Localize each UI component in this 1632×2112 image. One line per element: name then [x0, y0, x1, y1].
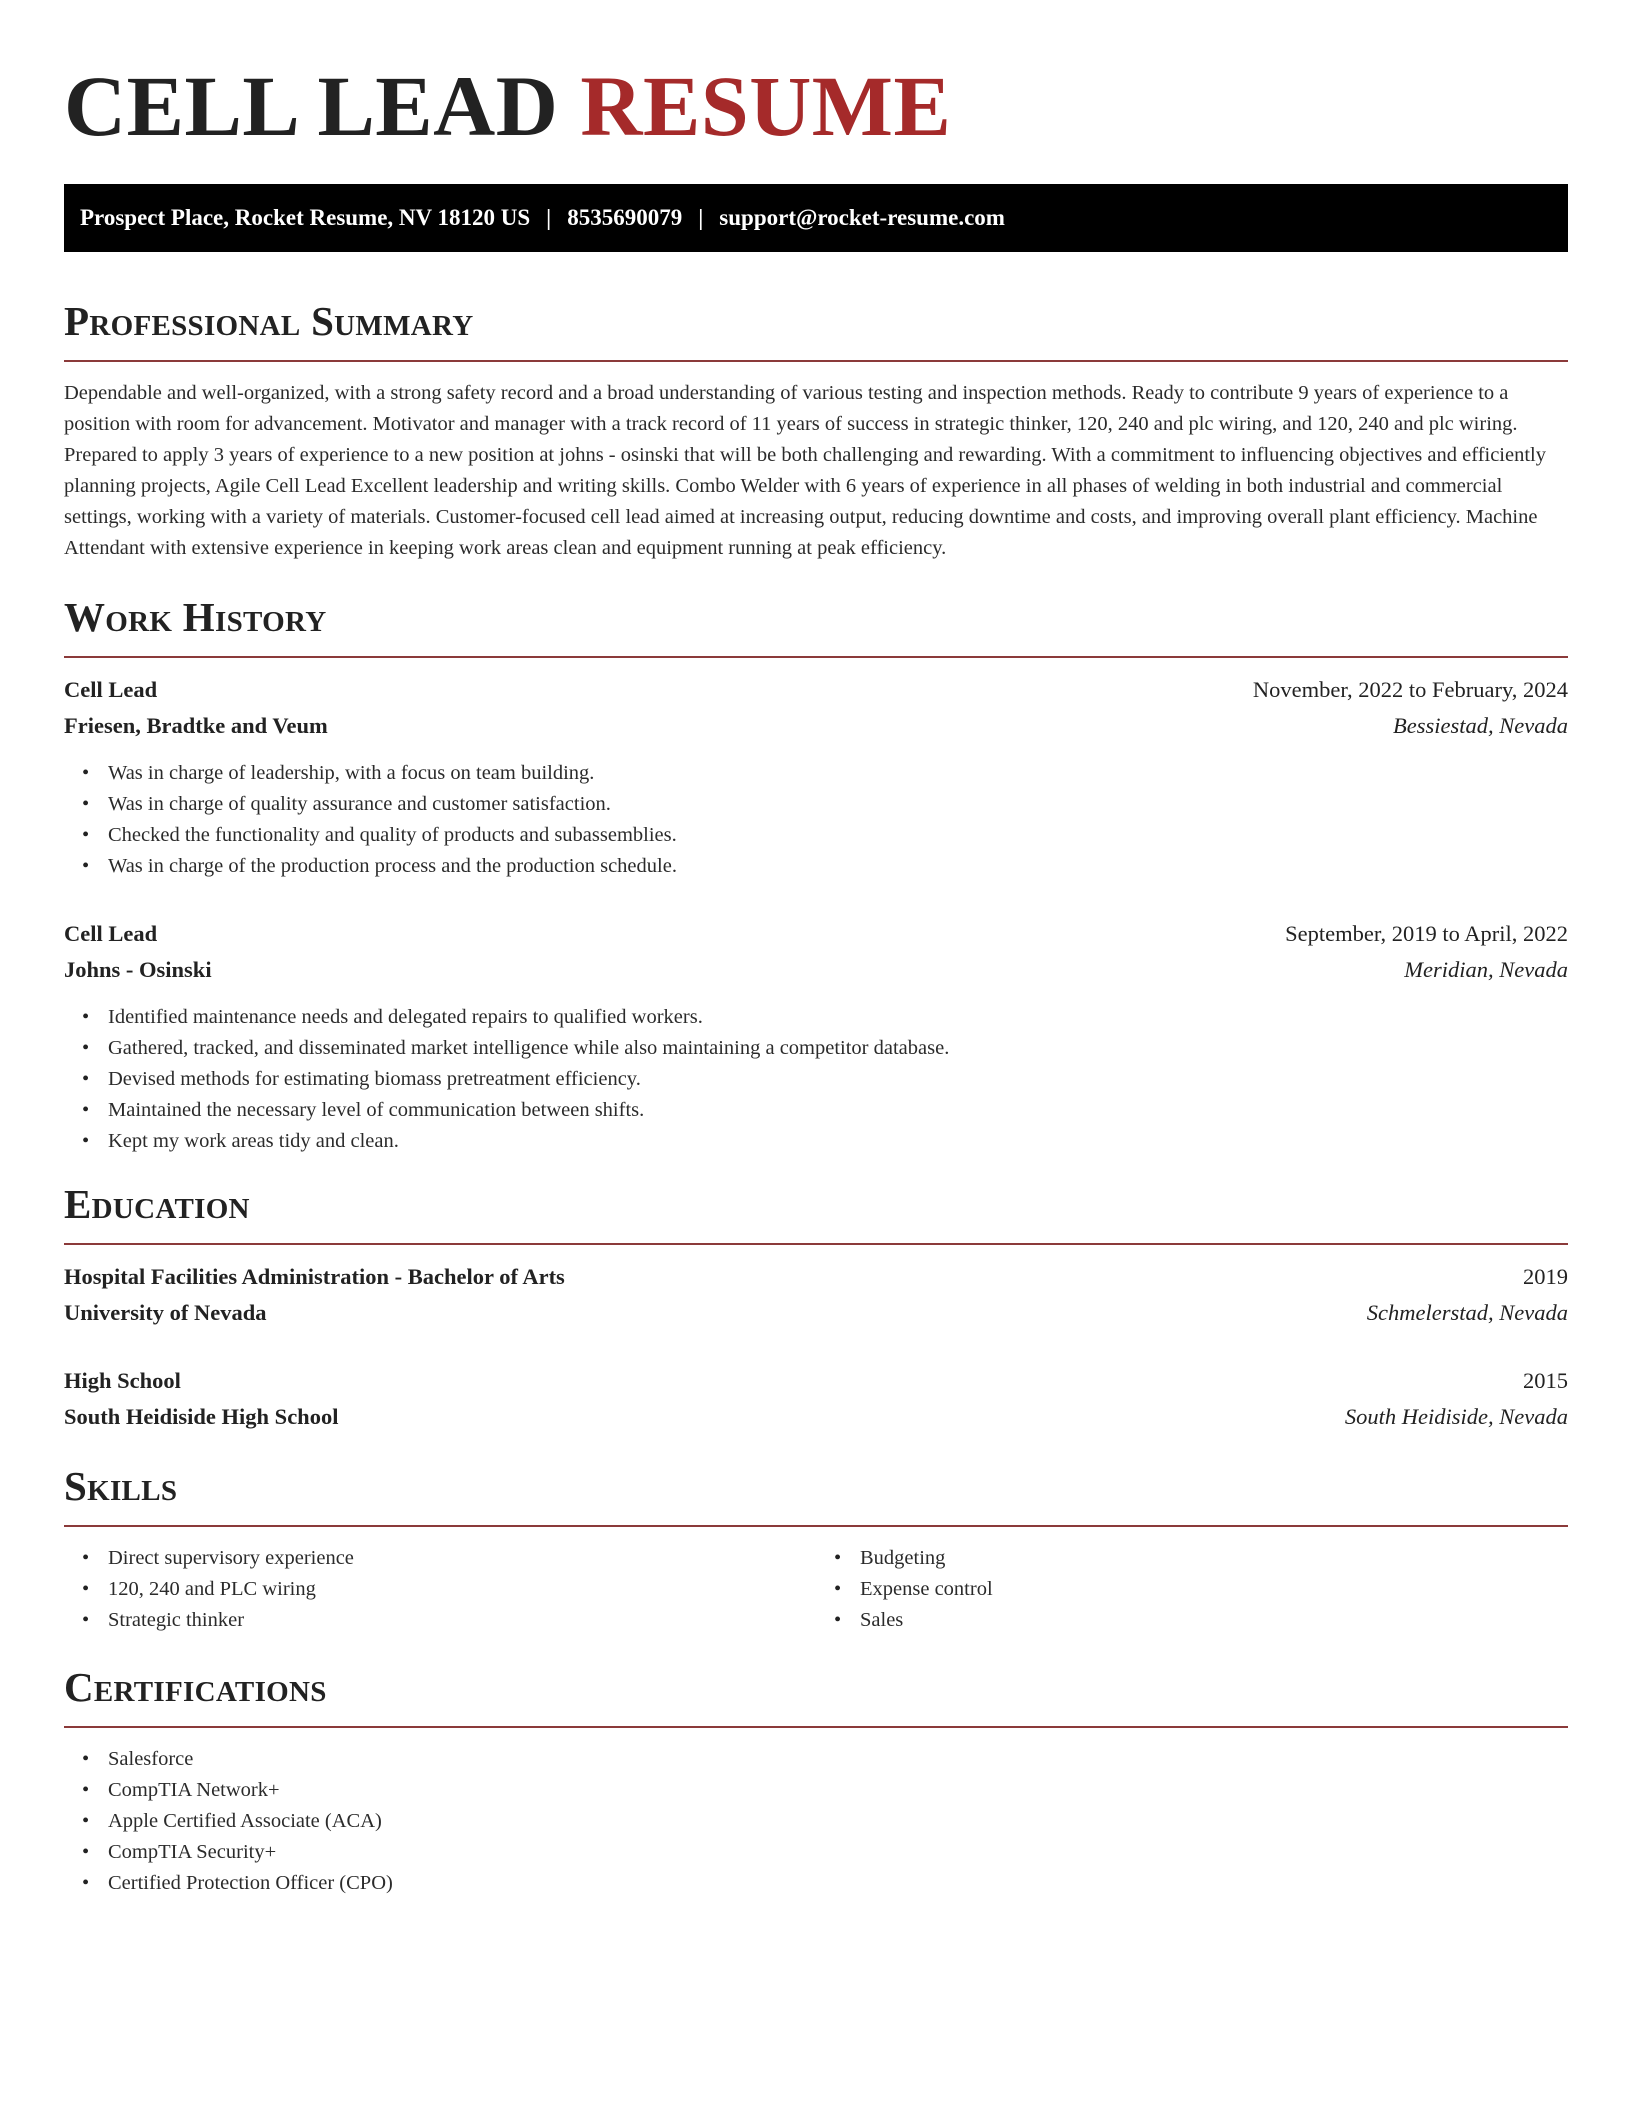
job-location: Bessiestad, Nevada [1393, 713, 1568, 738]
list-item: • Was in charge of leadership, with a focus on team building. [108, 758, 1568, 789]
job-entry [64, 672, 1568, 882]
section-heading: Certifications [64, 1664, 327, 1710]
certifications-section [64, 1662, 1568, 1899]
skills-section [64, 1461, 1568, 1636]
list-item: • Gathered, tracked, and disseminated market intelligence while also maintaining a competitor database. [108, 1033, 1568, 1064]
contact-separator: | [698, 205, 704, 230]
education-entry [64, 1363, 1568, 1435]
job-company-row [64, 952, 1568, 988]
skill-item: • 120, 240 and PLC wiring [108, 1574, 816, 1605]
resume-title [64, 0, 1568, 156]
education-section [64, 1179, 1568, 1435]
job-title: Cell Lead [64, 677, 158, 702]
title-main: CELL LEAD [64, 58, 559, 154]
section-divider [64, 1525, 1568, 1527]
certification-item: • Apple Certified Associate (ACA) [108, 1806, 1568, 1837]
certification-item: • CompTIA Network+ [108, 1775, 1568, 1806]
list-item: • Was in charge of quality assurance and customer satisfaction. [108, 789, 1568, 820]
job-duties-list [64, 758, 1568, 882]
contact-bar [64, 184, 1568, 252]
resume-page [64, 0, 1568, 1899]
section-heading: Skills [64, 1463, 178, 1509]
contact-address: Prospect Place, Rocket Resume, NV 18120 US [80, 205, 531, 230]
section-divider [64, 1243, 1568, 1245]
school-location: South Heidiside, Nevada [1344, 1404, 1568, 1429]
job-entry [64, 916, 1568, 1157]
summary-text: Dependable and well-organized, with a strong safety record and a broad understanding of various testing and inspection methods. Ready to contribute 9 years of experience to a position with room for advancement. Motivator and manager with a track record of 11 years of success in strategic thinker, 120, 240 and plc wiring, and 120, 240 and plc wiring. Prepared to apply 3 years of experience to a new position at johns - osinski that will be both challenging and rewarding. With a commitment to influencing objectives and efficiently planning projects, Agile Cell Lead Excellent leadership and writing skills. Combo Welder with 6 years of experience in all phases of welding in both industrial and commercial settings, working with a variety of materials. Customer-focused cell lead aimed at increasing output, reducing downtime and costs, and improving overall plant efficiency. Machine Attendant with extensive experience in keeping work areas clean and equipment running at peak efficiency. [64, 382, 1546, 559]
certification-item: • CompTIA Security+ [108, 1837, 1568, 1868]
certification-item: • Salesforce [108, 1744, 1568, 1775]
certification-item: • Certified Protection Officer (CPO) [108, 1868, 1568, 1899]
skill-item: • Strategic thinker [108, 1605, 816, 1636]
list-item: • Maintained the necessary level of communication between shifts. [108, 1095, 1568, 1126]
section-divider [64, 656, 1568, 658]
summary-section [64, 296, 1568, 564]
school-row [64, 1399, 1568, 1435]
skill-item: • Sales [860, 1605, 1568, 1636]
job-title: Cell Lead [64, 921, 158, 946]
section-heading: Work History [64, 594, 327, 640]
list-item: • Checked the functionality and quality of products and subassemblies. [108, 820, 1568, 851]
contact-phone: 8535690079 [567, 205, 683, 230]
skills-list-right [816, 1543, 1568, 1636]
job-location: Meridian, Nevada [1404, 957, 1568, 982]
skill-item: • Expense control [860, 1574, 1568, 1605]
school-name: South Heidiside High School [64, 1404, 339, 1429]
title-accent: RESUME [580, 58, 952, 154]
job-title-row [64, 916, 1568, 952]
school-name: University of Nevada [64, 1300, 267, 1325]
list-item: • Identified maintenance needs and delegated repairs to qualified workers. [108, 1002, 1568, 1033]
school-row [64, 1295, 1568, 1331]
work-history-section [64, 592, 1568, 1157]
skill-item: • Budgeting [860, 1543, 1568, 1574]
contact-email[interactable]: support@rocket-resume.com [719, 205, 1005, 230]
section-divider [64, 360, 1568, 362]
degree-name: High School [64, 1368, 181, 1393]
degree-row [64, 1259, 1568, 1295]
section-heading: Professional Summary [64, 298, 474, 344]
job-duties-list [64, 1002, 1568, 1157]
degree-name: Hospital Facilities Administration - Bachelor of Arts [64, 1264, 565, 1289]
job-company: Friesen, Bradtke and Veum [64, 713, 328, 738]
list-item: • Was in charge of the production process and the production schedule. [108, 851, 1568, 882]
skill-item: • Direct supervisory experience [108, 1543, 816, 1574]
degree-row [64, 1363, 1568, 1399]
list-item: • Kept my work areas tidy and clean. [108, 1126, 1568, 1157]
job-dates: November, 2022 to February, 2024 [1252, 677, 1568, 702]
graduation-year: 2019 [1523, 1264, 1568, 1289]
skills-list-left [64, 1543, 816, 1636]
certifications-list [64, 1744, 1568, 1899]
education-entry [64, 1259, 1568, 1331]
contact-separator: | [546, 205, 552, 230]
skills-columns [64, 1543, 1568, 1636]
school-location: Schmelerstad, Nevada [1366, 1300, 1568, 1325]
job-company-row [64, 708, 1568, 744]
section-divider [64, 1726, 1568, 1728]
job-company: Johns - Osinski [64, 957, 212, 982]
section-heading: Education [64, 1181, 250, 1227]
graduation-year: 2015 [1523, 1368, 1568, 1393]
job-title-row [64, 672, 1568, 708]
job-dates: September, 2019 to April, 2022 [1285, 921, 1568, 946]
list-item: • Devised methods for estimating biomass pretreatment efficiency. [108, 1064, 1568, 1095]
